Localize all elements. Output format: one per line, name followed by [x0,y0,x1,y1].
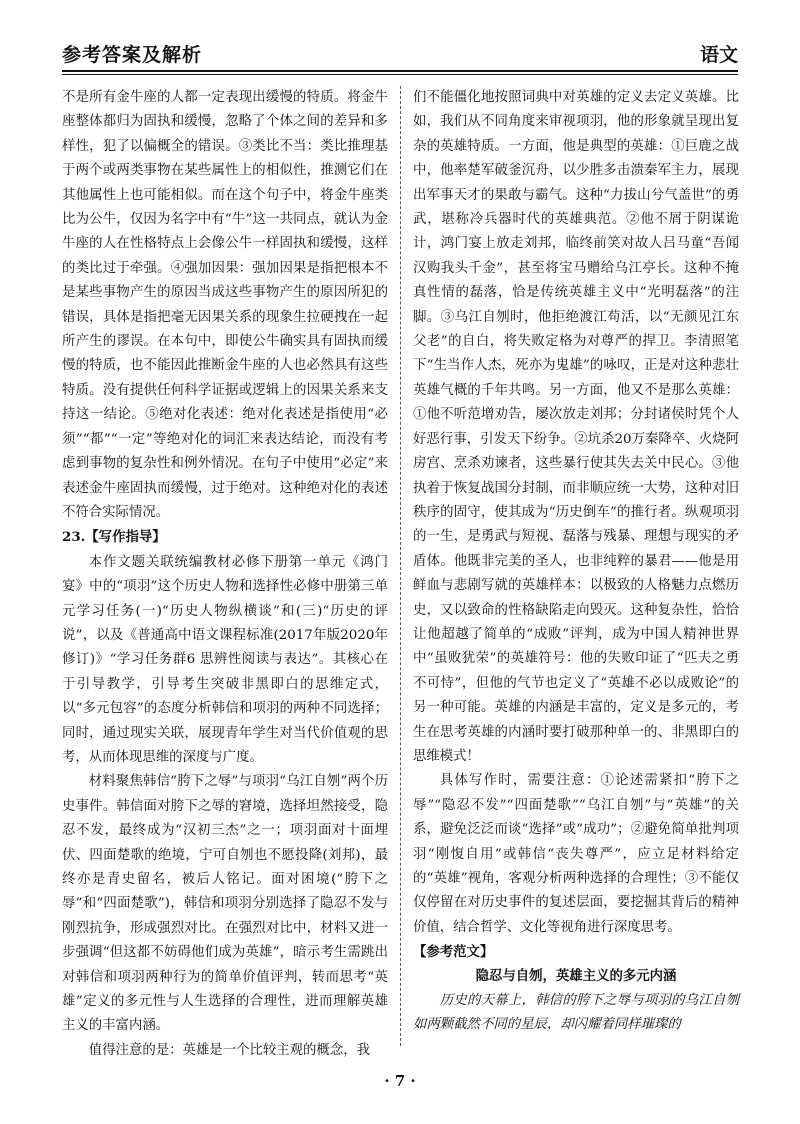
header-rule [62,70,738,72]
writing-guide-paragraph-1: 本作文题关联统编教材必修下册第一单元《鸿门宴》中的“项羽”这个历史人物和选择性必修中册第三单元学习任务(一)“历史人物纵横谈”和(三)“历史的评说”，以及《普通高中语文课程标准(2017年版2020年修订)》“学习任务群6 思辨性阅读与表达”。其核心在于引导教学，引导考生突破非黑即白的思维定式，以“多元包容”的态度分析韩信和项羽的两种不同选择；同时，通过现实关联，展现青年学生对当代价值观的思考，从而体现思维的深度与广度。 [62,554,388,765]
writing-notes-paragraph: 具体写作时，需要注意：①论述需紧扣“胯下之辱”“隐忍不发”“四面楚歌”“乌江自刎”与“英雄”的关系，避免泛泛而谈“选择”或“成功”；②避免简单批判项羽“刚愎自用”或韩信“丧失尊严”，应立足材料给定的“英雄”视角，客观分析两种选择的合理性；③不能仅仅停留在对历史事件的复述层面，要挖掘其背后的精神价值，结合哲学、文化等视角进行深度思考。 [413,773,739,935]
page-header [62,38,738,66]
sample-essay-label: 【参考范文】 [413,944,494,961]
analysis-paragraph-1: 不是所有金牛座的人都一定表现出缓慢的特质。将金牛座整体都归为固执和缓慢，忽略了个体之间的差异和多样性，犯了以偏概全的错误。③类比不当：类比推理基于两个或两类事物在某些属性上的相似性，推测它们在其他属性上也可能相似。而在这个句子中，将金牛座类比为公牛，仅因为名字中有“牛”这一共同点，就认为金牛座的人在性格特点上会像公牛一样固执和缓慢，这样的类比过于牵强。④强加因果：强加因果是指把根本不是某些事物产生的原因当成这些事物产生的原因所犯的错误，具体是指把毫无因果关系的现象生拉硬拽在一起所产生的谬误。在本句中，即使公牛确实具有固执而缓慢的特质，也不能因此推断金牛座的人也必然具有这些特质。没有提供任何科学证据或逻辑上的因果关系来支持这一结论。⑤绝对化表述：绝对化表述是指使用“必须”“都”“一定”等绝对化的词汇来表达结论，而没有考虑到事物的复杂性和例外情况。在句子中使用“必定”来表述金牛座固执而缓慢，过于绝对。这种绝对化的表述不符合实际情况。 [62,90,388,520]
essay-paragraph-1: 历史的天幕上，韩信的胯下之辱与项羽的乌江自刎如两颗截然不同的星辰，却闪耀着同样璀璨的 [413,993,739,1033]
analysis-paragraph-continued: 们不能僵化地按照词典中对英雄的定义去定义英雄。比如，我们从不同角度来审视项羽，他的形象就呈现出复杂的英雄特质。一方面，他是典型的英雄：①巨鹿之战中，他率楚军破釜沉舟，以少胜多击溃秦军主力，展现出军事天才的果敢与霸气。这种“力拔山兮气盖世”的勇武，堪称冷兵器时代的英雄典范。②他不屑于阴谋诡计，鸿门宴上放走刘邦，临终前笑对故人吕马童“吾闻汉购我头千金”，甚至将宝马赠给乌江亭长。这种不掩真性情的磊落，恰是传统英雄主义中“光明磊落”的注脚。③乌江自刎时，他拒绝渡江苟活，以“无颜见江东父老”的自白，将失败定格为对尊严的捍卫。李清照笔下“生当作人杰，死亦为鬼雄”的咏叹，正是对这种悲壮英雄气概的千年共鸣。另一方面，他又不是那么英雄：①他不听范增劝告，屡次放走刘邦；分封诸侯时凭个人好恶行事，引发天下纷争。②坑杀20万秦降卒、火烧阿房宫、烹杀劝谏者，这些暴行使其失去关中民心。③他执着于恢复战国分封制，而非顺应统一大势，这种对旧秩序的固守，使其成为“历史倒车”的推行者。纵观项羽的一生，是勇武与短视、磊落与残暴、理想与现实的矛盾体。他既非完美的圣人，也非纯粹的暴君——他是用鲜血与悲剧写就的英雄样本：以极致的人格魅力点燃历史，又以致命的性格缺陷走向毁灭。这种复杂性，恰恰让他超越了简单的“成败”评判，成为中国人精神世界中“虽败犹荣”的英雄符号：他的失败印证了“匹夫之勇不可恃”，但他的气节也定义了“英雄不必以成败论”的另一种可能。英雄的内涵是丰富的，定义是多元的，考生在思考英雄的内涵时要打破那种单一的、非黑即白的思维模式！ [413,90,739,764]
column-divider [400,86,401,1046]
header-subject: 语文 [699,44,738,66]
question-23-heading [62,525,388,550]
writing-guide-paragraph-3: 值得注意的是：英雄是一个比较主观的概念，我 [88,1042,370,1058]
right-column [413,86,739,1038]
essay-title: 隐忍与自刎，英雄主义的多元内涵 [475,968,677,984]
writing-guide-title: 【写作指导】 [85,529,166,546]
header-title: 参考答案及解析 [62,44,203,66]
header-rule-thin [62,74,738,75]
left-column [62,86,388,1063]
page-number: · 7 · [384,1072,416,1090]
writing-guide-paragraph-2: 材料聚焦韩信“胯下之辱”与项羽“乌江自刎”两个历史事件。韩信面对胯下之辱的窘境，选择坦然接受，隐忍不发，最终成为“汉初三杰”之一；项羽面对十面埋伏、四面楚歌的绝境，宁可自刎也不愿投降(刘邦)，最终亦是青史留名，被后人铭记。面对困境(“胯下之辱”和“四面楚歌”)，韩信和项羽分别选择了隐忍不发与刚烈抗争，形成强烈对比。在强烈对比中，材料又进一步强调“但这都不妨碍他们成为英雄”，暗示考生需跳出对韩信和项羽两种行为的简单价值评判，转而思考“英雄”定义的多元性与人生选择的合理性，进而理解英雄主义的丰富内涵。 [62,774,388,1034]
question-number: 23. [62,529,86,546]
